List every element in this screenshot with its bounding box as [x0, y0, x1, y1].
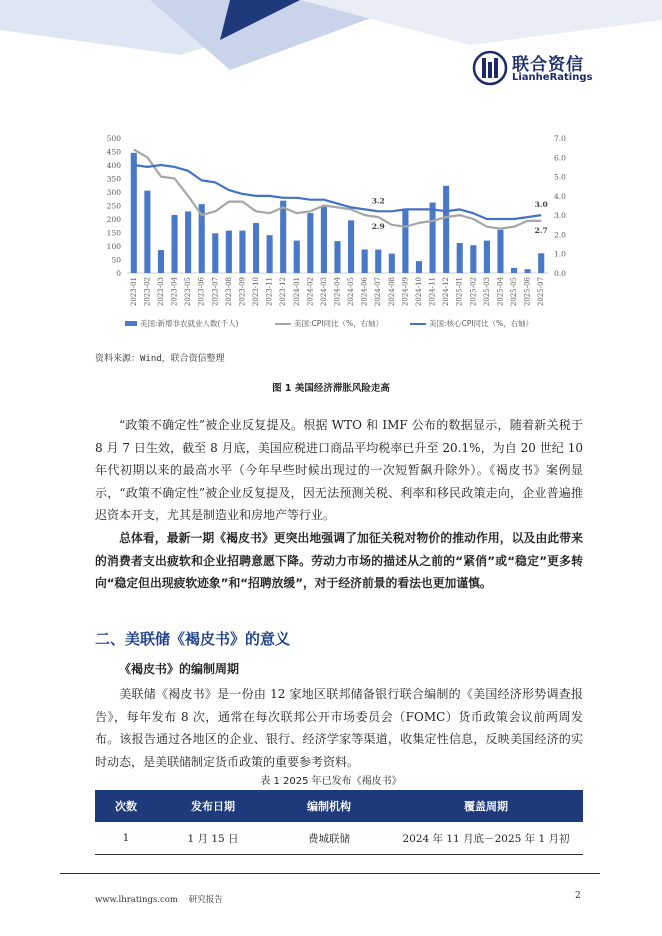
bar-payrolls: [131, 153, 137, 273]
data-label: 2.7: [534, 225, 548, 235]
y-right-tick-label: 2.0: [554, 230, 566, 240]
table-header: 覆盖周期: [389, 790, 583, 822]
bar-payrolls: [443, 186, 449, 273]
x-tick-label: 2025-03: [482, 277, 491, 307]
x-tick-label: 2023-02: [143, 277, 152, 307]
bar-payrolls: [457, 243, 463, 273]
data-label: 3.0: [534, 200, 548, 210]
legend-label-payrolls: 美国:新增非农就业人数(千人): [140, 319, 239, 328]
bar-payrolls: [321, 207, 327, 273]
paragraph-text: “政策不确定性”被企业反复提及。根据 WTO 和 IMF 公布的数据显示，随着新关税于 8 月 7 日生效，截至 8 月底，美国应税进口商品平均税率已升至 20.1%，为自 20 世纪 10 年代初期以来的最高水平（今年早些时候出现过的一次短暂飙升除外）。《褐皮书》案例显示，“政策不确定性”被企业反复提及，因无法预测关税、利率和移民政策走向，企业普遍推迟资本开支，尤其是制造业和房地产等行业。: [95, 418, 583, 522]
x-tick-label: 2024-10: [414, 277, 423, 307]
y-right-tick-label: 3.0: [554, 211, 566, 221]
bar-payrolls: [185, 211, 191, 273]
y-left-tick-label: 450: [106, 147, 121, 157]
logo-name-en: LianheRatings: [512, 72, 593, 83]
x-tick-label: 2024-08: [387, 277, 396, 307]
bar-payrolls: [402, 210, 408, 273]
y-right-tick-label: 0.0: [554, 269, 566, 278]
legend-item-cpi: [275, 318, 383, 329]
bar-payrolls: [253, 223, 259, 273]
x-tick-label: 2024-11: [428, 277, 437, 307]
bar-payrolls: [375, 250, 381, 273]
table-cell: 1: [95, 822, 157, 855]
bar-payrolls: [348, 220, 354, 273]
y-right-tick-label: 4.0: [554, 191, 566, 201]
footer-left: [95, 893, 223, 905]
x-tick-label: 2025-04: [496, 277, 505, 307]
paragraph-summary: [95, 527, 583, 595]
x-tick-label: 2025-01: [455, 277, 464, 307]
line-core-cpi: [134, 165, 541, 219]
x-tick-label: 2024-01: [292, 277, 301, 307]
y-left-tick-label: 200: [106, 215, 121, 224]
bar-payrolls: [525, 269, 531, 273]
x-tick-label: 2023-08: [224, 277, 233, 307]
x-tick-label: 2024-09: [401, 277, 410, 307]
footer-divider: [60, 873, 600, 874]
y-left-tick-label: 500: [106, 134, 121, 143]
y-left-tick-label: 0: [116, 269, 121, 278]
page-number: 2: [575, 891, 581, 901]
x-tick-label: 2024-07: [374, 277, 383, 307]
x-tick-label: 2024-03: [319, 277, 328, 307]
data-label: 3.2: [371, 196, 385, 206]
x-tick-label: 2023-07: [211, 277, 220, 307]
bar-payrolls: [226, 231, 232, 273]
footer-label: 研究报告: [188, 895, 223, 905]
bar-payrolls: [267, 235, 273, 273]
x-tick-label: 2025-05: [510, 277, 519, 307]
bar-payrolls: [307, 213, 313, 273]
bar-payrolls: [470, 245, 476, 273]
y-right-tick-label: 6.0: [554, 153, 566, 163]
table-cell: 费城联储: [269, 822, 389, 855]
table-header: 次数: [95, 790, 157, 822]
y-left-tick-label: 400: [106, 161, 121, 170]
y-left-tick-label: 300: [106, 188, 121, 197]
y-left-tick-label: 250: [106, 201, 121, 211]
bar-payrolls: [497, 230, 503, 273]
x-tick-label: 2024-04: [333, 277, 342, 307]
table-header: 发布日期: [157, 790, 269, 822]
table-cell: 1 月 15 日: [157, 822, 269, 855]
y-right-tick-label: 7.0: [554, 134, 566, 143]
paragraph-beige-book: [95, 683, 583, 773]
company-logo: [472, 50, 592, 90]
y-left-tick-label: 150: [106, 228, 121, 238]
bar-payrolls: [212, 233, 218, 273]
x-tick-label: 2024-06: [360, 277, 369, 307]
y-left-tick-label: 100: [106, 242, 121, 251]
bar-payrolls: [430, 203, 436, 273]
x-tick-label: 2025-02: [469, 277, 478, 307]
y-left-tick-label: 350: [106, 174, 121, 184]
paragraph-text: 美联储《褐皮书》是一份由 12 家地区联邦储备银行联合编制的《美国经济形势调查报告》，每年发布 8 次，通常在每次联邦公开市场委员会（FOMC）货币政策会议前两周发布。该报告通过各地区的企业、银行、经济学家等渠道，收集定性信息，反映美国经济的实时动态，是美联储制定货币政策的重要参考资料。: [95, 687, 583, 769]
stagflation-chart: [95, 125, 585, 340]
x-tick-label: 2025-06: [523, 277, 532, 307]
bar-payrolls: [334, 241, 340, 273]
x-tick-label: 2023-09: [238, 277, 247, 307]
bar-payrolls: [239, 231, 245, 273]
figure-caption: 图 1 美国经济滞胀风险走高: [272, 383, 390, 394]
x-tick-label: 2023-11: [265, 277, 274, 307]
y-right-tick-label: 5.0: [554, 172, 566, 182]
x-tick-label: 2024-05: [347, 277, 356, 307]
chart-source: 资料来源：Wind，联合资信整理: [95, 354, 225, 364]
section-title: 二、美联储《褐皮书》的意义: [95, 630, 291, 648]
bar-payrolls: [171, 215, 177, 273]
x-tick-label: 2024-02: [306, 277, 315, 307]
legend-label-core-cpi: 美国:核心CPI同比（%，右轴）: [429, 319, 534, 328]
bar-payrolls: [158, 250, 164, 273]
bar-payrolls: [389, 254, 395, 273]
y-right-tick-label: 1.0: [554, 249, 566, 259]
logo-name-cn: 联合资信: [512, 55, 584, 75]
bar-payrolls: [511, 268, 517, 273]
x-tick-label: 2025-07: [537, 277, 546, 307]
footer-url[interactable]: www.lhratings.com: [95, 895, 178, 905]
x-tick-label: 2023-04: [170, 277, 179, 307]
x-tick-label: 2023-12: [279, 277, 288, 307]
table-caption: 表 1 2025 年已发布《褐皮书》: [260, 776, 402, 787]
legend-item-payrolls: [125, 318, 238, 329]
x-tick-label: 2023-10: [252, 277, 261, 307]
bar-payrolls: [294, 241, 300, 273]
bar-payrolls: [144, 191, 150, 273]
x-tick-label: 2023-01: [129, 277, 138, 307]
paragraph-text: 总体看，最新一期《褐皮书》更突出地强调了加征关税对物价的推动作用，以及由此带来的消费者支出疲软和企业招聘意愿下降。劳动力市场的描述从之前的“紧俏”或“稳定”更多转向“稳定但出现疲软迹象”和“招聘放缓”，对于经济前景的看法也更加谨慎。: [95, 531, 583, 590]
legend-item-core-cpi: [410, 318, 533, 329]
x-tick-label: 2023-06: [197, 277, 206, 307]
bar-payrolls: [538, 253, 544, 273]
table-row: [95, 822, 583, 855]
logo-mark-icon: [472, 50, 508, 86]
bar-payrolls: [362, 250, 368, 273]
x-tick-label: 2023-03: [156, 277, 165, 307]
bar-payrolls: [416, 261, 422, 273]
sub-title: 《褐皮书》的编制周期: [119, 662, 240, 676]
x-tick-label: 2023-05: [184, 277, 193, 307]
y-left-tick-label: 50: [111, 255, 121, 265]
table-cell: 2024 年 11 月底－2025 年 1 月初: [389, 822, 583, 855]
paragraph-policy-uncertainty: [95, 414, 583, 527]
table-header: 编制机构: [269, 790, 389, 822]
beige-book-table: [95, 790, 583, 855]
x-tick-label: 2024-12: [442, 277, 451, 307]
legend-label-cpi: 美国:CPI同比（%，右轴）: [294, 319, 384, 328]
bar-payrolls: [484, 241, 490, 273]
table-header-row: [95, 790, 583, 822]
bar-payrolls: [280, 201, 286, 273]
data-label: 2.9: [371, 222, 385, 232]
